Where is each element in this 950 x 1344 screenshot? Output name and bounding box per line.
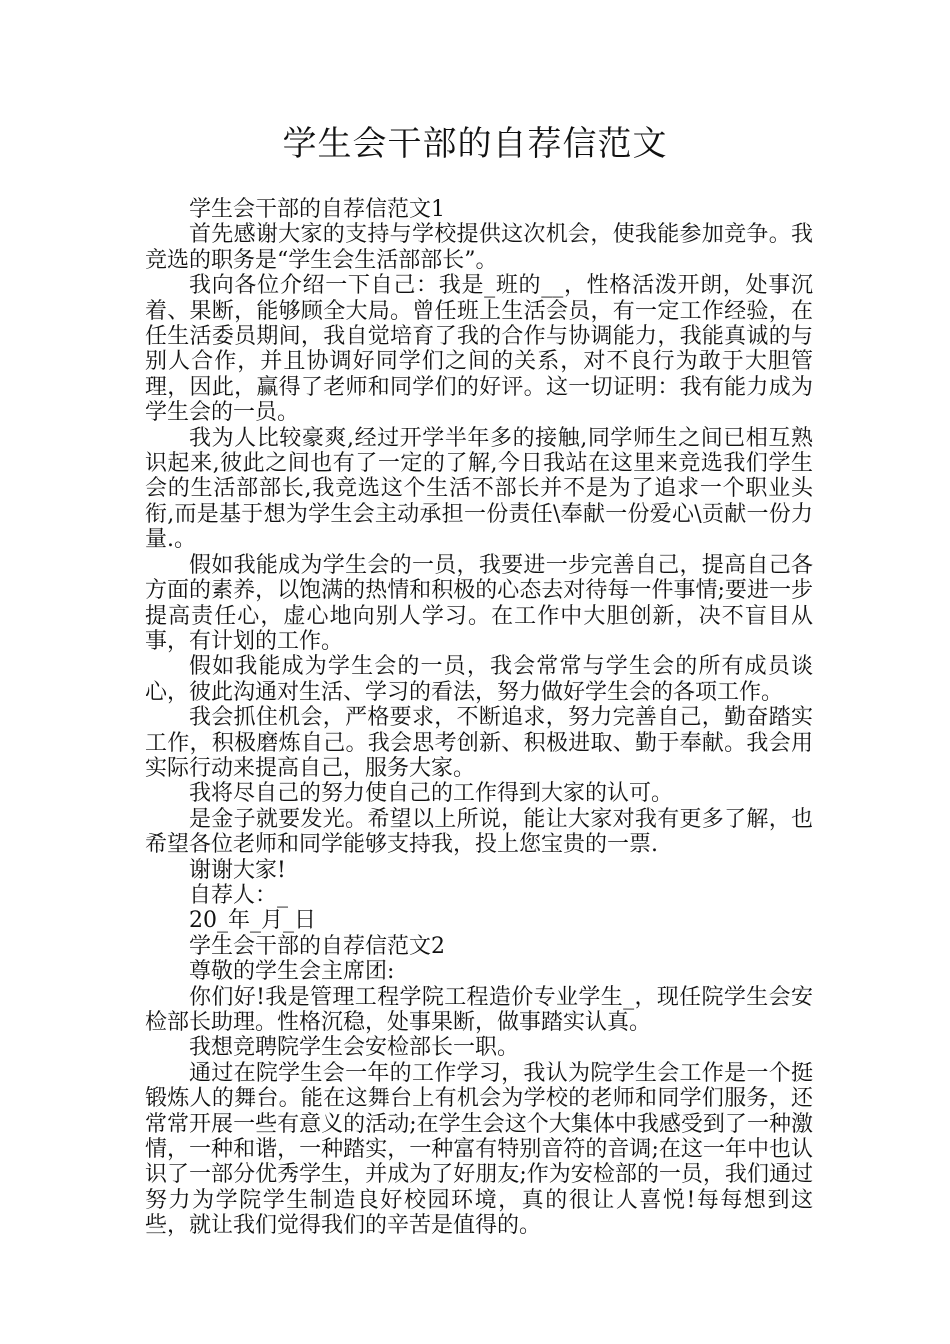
paragraph: 假如我能成为学生会的一员，我要进一步完善自己，提高自己各方面的素养，以饱满的热情和积极的心态去对待每一件事情;要进一步提高责任心，虚心地向别人学习。在工作中大胆创新，决不盲目从事，有计划的工作。 (145, 552, 813, 654)
paragraph: 通过在院学生会一年的工作学习，我认为院学生会工作是一个挺锻炼人的舞台。能在这舞台上有机会为学校的老师和同学们服务，还常常开展一些有意义的活动;在学生会这个大集体中我感受到了一种激情，一种和谐，一种踏实，一种富有特别音符的音调;在这一年中也认识了一部分优秀学生，并成为了好朋友;作为安检部的一员，我们通过努力为学院学生制造良好校园环境，真的很让人喜悦!每每想到这些，就让我们觉得我们的辛苦是值得的。 (145, 1060, 813, 1239)
document-title: 学生会干部的自荐信范文 (282, 124, 668, 164)
section-heading-1: 学生会干部的自荐信范文1 (189, 197, 445, 222)
paragraph: 你们好!我是管理工程学院工程造价专业学生_，现任院学生会安检部长助理。性格沉稳，处事果断，做事踏实认真。 (145, 984, 813, 1035)
section-heading-2: 学生会干部的自荐信范文2 (189, 933, 445, 959)
paragraph: 我向各位介绍一下自己：我是_班的__，性格活泼开朗，处事沉着、果断，能够顾全大局。曾任班上生活会员，有一定工作经验，在任生活委员期间，我自觉培育了我的合作与协调能力，我能真诚的与别人合作，并且协调好同学们之间的关系，对不良行为敢于大胆管理，因此，赢得了老师和同学们的好评。这一切证明：我有能力成为学生会的一员。 (145, 273, 813, 426)
paragraph: 首先感谢大家的支持与学校提供这次机会，使我能参加竞争。我竞选的职务是“学生会生活部部长”。 (145, 222, 813, 273)
salutation: 尊敬的学生会主席团: (189, 959, 395, 985)
closing-thanks: 谢谢大家! (189, 857, 286, 883)
date-line: 20_年_月_日 (189, 908, 316, 934)
paragraph: 我将尽自己的努力使自己的工作得到大家的认可。 (189, 781, 674, 807)
document-body (145, 197, 813, 1239)
paragraph: 是金子就要发光。希望以上所说，能让大家对我有更多了解，也希望各位老师和同学能够支持我，投上您宝贵的一票. (145, 806, 813, 858)
signature-line: 自荐人：_ (189, 882, 289, 908)
paragraph: 我会抓住机会，严格要求，不断追求，努力完善自己，勤奋踏实工作，积极磨炼自己。我会思考创新、积极进取、勤于奉献。我会用实际行动来提高自己，服务大家。 (145, 705, 813, 781)
paragraph: 我为人比较豪爽,经过开学半年多的接触,同学师生之间已相互熟识起来,彼此之间也有了一定的了解,今日我站在这里来竞选我们学生会的生活部部长,我竞选这个生活不部长并不是为了追求一个职业头衔,而是基于想为学生会主动承担一份责任\奉献一份爱心\贡献一份力量.。 (145, 425, 813, 553)
paragraph: 我想竞聘院学生会安检部长一职。 (189, 1035, 520, 1061)
paragraph: 假如我能成为学生会的一员，我会常常与学生会的所有成员谈心，彼此沟通对生活、学习的看法，努力做好学生会的各项工作。 (145, 654, 813, 705)
